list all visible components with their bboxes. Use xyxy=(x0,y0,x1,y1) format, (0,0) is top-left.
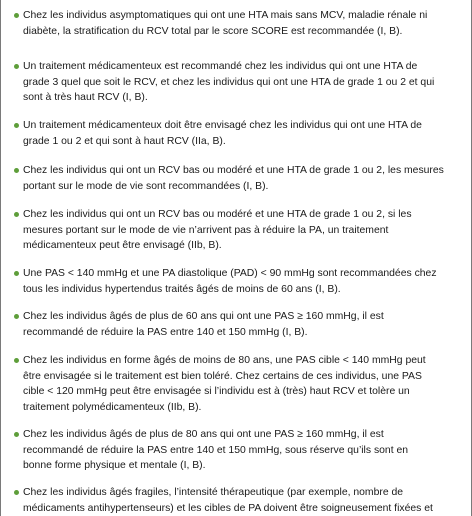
recommendation-text: Une PAS < 140 mmHg et une PA diastolique (PAD) < 90 mmHg sont recommandées chez tous les individus hypertendus traités âgés de moins de 60 ans (I, B). xyxy=(23,268,437,295)
recommendation-text: Chez les individus âgés de plus de 80 ans qui ont une PAS ≥ 160 mmHg, il est recommandé de réduire la PAS entre 140 et 150 mmHg, sous réserve qu’ils sont en bonne forme physique et mentale (I, B). xyxy=(23,429,409,472)
list-item xyxy=(14,427,458,474)
bullet-icon xyxy=(14,123,19,128)
list-item xyxy=(14,485,458,516)
bullet-icon xyxy=(14,64,19,69)
list-item xyxy=(14,8,458,39)
recommendation-text: Chez les individus qui ont un RCV bas ou modéré et une HTA de grade 1 ou 2, les mesures portant sur le mode de vie sont recommandées (I, B). xyxy=(23,165,444,192)
bullet-icon xyxy=(14,432,19,437)
list-item xyxy=(14,59,458,106)
recommendation-text: Un traitement médicamenteux doit être envisagé chez les individus qui ont une HTA de grade 1 ou 2 et qui sont à haut RCV (IIa, B). xyxy=(23,120,422,147)
bullet-icon xyxy=(14,358,19,363)
recommendation-text: Chez les individus qui ont un RCV bas ou modéré et une HTA de grade 1 ou 2, si les mesures portant sur le mode de vie n’arrivent pas à réduire la PA, un traitement médicamenteux peut être envisagé (IIb, B). xyxy=(23,209,412,252)
recommendation-text: Chez les individus asymptomatiques qui ont une HTA mais sans MCV, maladie rénale ni diabète, la stratification du RCV total par le score SCORE est recommandée (I, B). xyxy=(23,10,428,37)
bullet-icon xyxy=(14,490,19,495)
bullet-icon xyxy=(14,271,19,276)
list-item xyxy=(14,163,458,194)
bullet-icon xyxy=(14,168,19,173)
bullet-icon xyxy=(14,13,19,18)
recommendation-text: Chez les individus en forme âgés de moins de 80 ans, une PAS cible < 140 mmHg peut être envisagée si le traitement est bien toléré. Chez certains de ces individus, une PAS cible < 120 mmHg peut être envisagée si l’individu est à (très) haut RCV et tolère un traitement polymédicamenteux (IIb, B). xyxy=(23,355,426,413)
list-item xyxy=(14,207,458,254)
list-item xyxy=(14,118,458,149)
list-item xyxy=(14,309,458,340)
list-item xyxy=(14,266,458,297)
list-item xyxy=(14,353,458,415)
recommendation-text: Un traitement médicamenteux est recommandé chez les individus qui ont une HTA de grade 3 quel que soit le RCV, et chez les individus qui ont une HTA de grade 1 ou 2 et qui sont à très haut RCV (I, B). xyxy=(23,61,435,104)
recommendation-text: Chez les individus âgés fragiles, l’intensité thérapeutique (par exemple, nombre de médicaments antihypertenseurs) et les cibles de PA doivent être soigneusement fixées et xyxy=(23,487,433,514)
bullet-icon xyxy=(14,212,19,217)
recommendation-text: Chez les individus âgés de plus de 60 ans qui ont une PAS ≥ 160 mmHg, il est recommandé de réduire la PAS entre 140 et 150 mmHg (I, B). xyxy=(23,311,384,338)
bullet-icon xyxy=(14,314,19,319)
